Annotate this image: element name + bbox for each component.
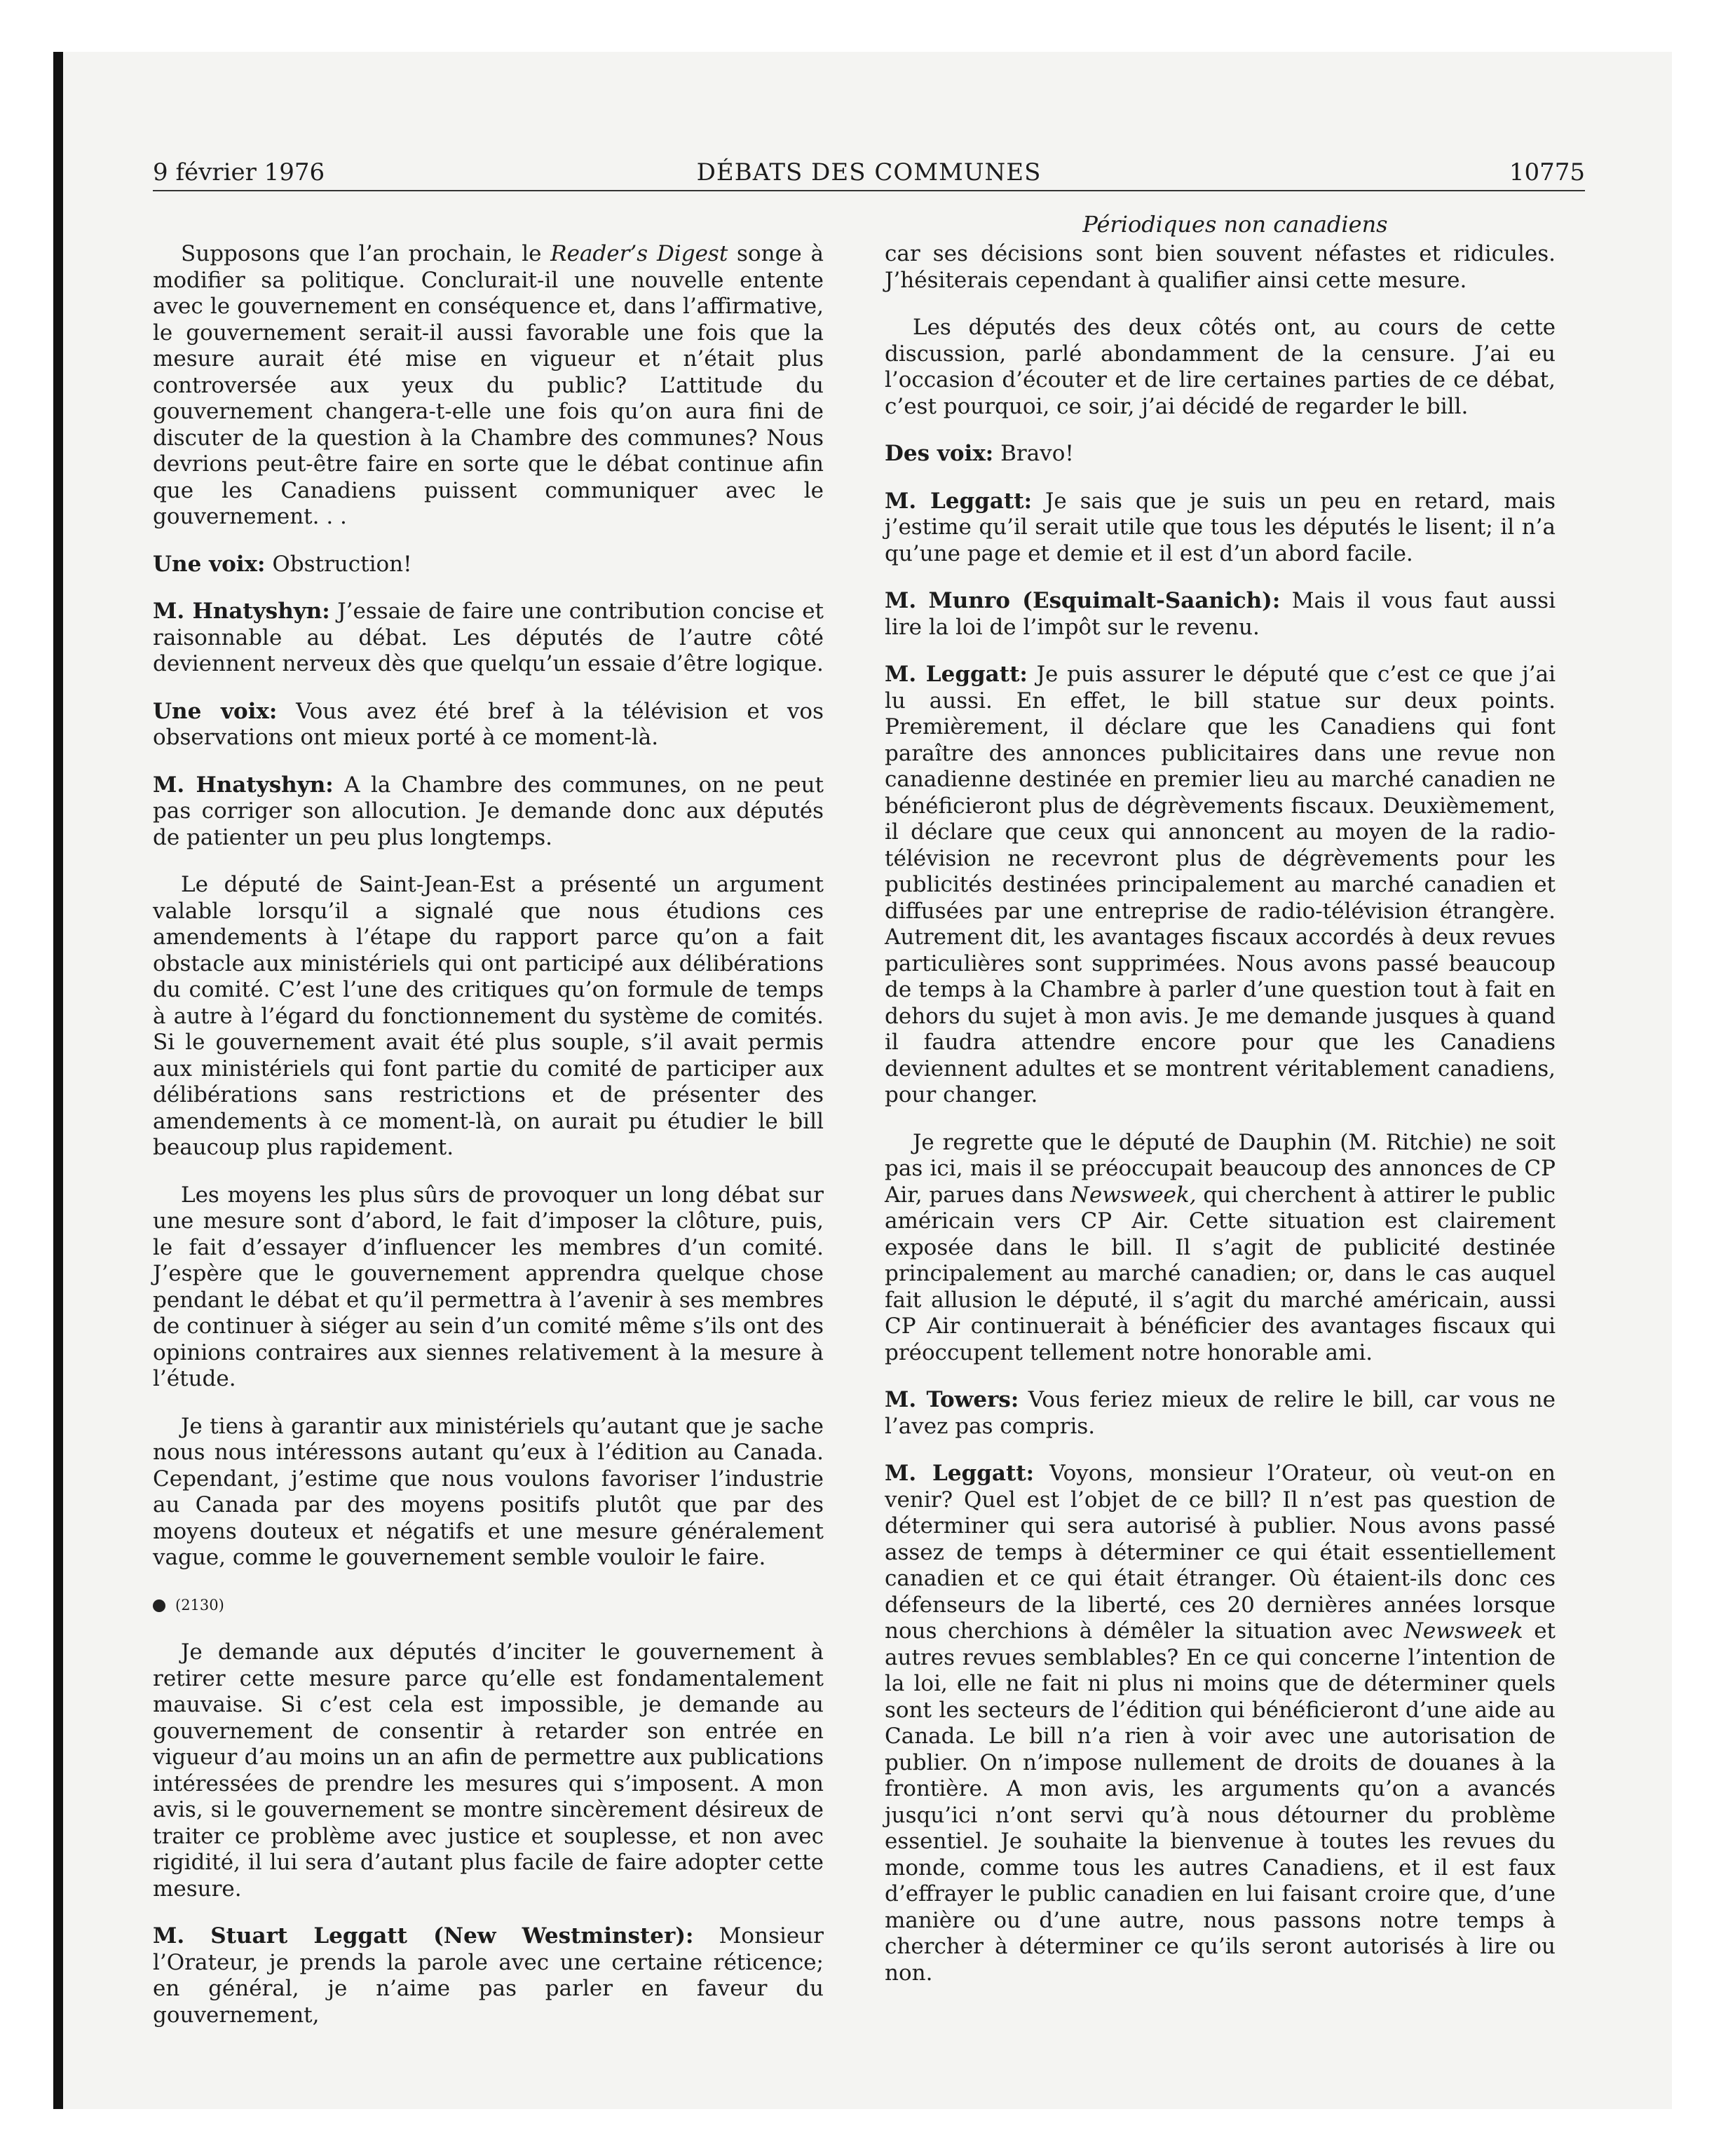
paragraph <box>885 1130 1556 1367</box>
section-title: Périodiques non canadiens <box>1082 211 1388 238</box>
speech <box>153 772 824 852</box>
speaker-name: M. Hnatyshyn: <box>153 599 330 624</box>
bullet-dot-icon <box>153 1599 165 1612</box>
speech <box>885 441 1556 468</box>
header-date: 9 février 1976 <box>153 158 325 186</box>
publication-title: Newsweek <box>1403 1618 1523 1644</box>
scan-edge <box>53 52 63 2109</box>
speech-text: J’essaie de faire une contribution concise et raisonnable au débat. Les députés de l’autre côté deviennent nerveux dès que quelqu’un essaie d’être logique. <box>153 599 824 676</box>
speaker-name: M. Munro (Esquimalt-Saanich): <box>885 588 1281 613</box>
speech <box>153 699 824 751</box>
speech <box>885 1387 1556 1440</box>
speech <box>885 489 1556 568</box>
speech-text: Obstruction! <box>265 551 412 577</box>
time-marker <box>153 1592 824 1619</box>
speech-text: et autres revues semblables? En ce qui concerne l’intention de la loi, elle ne fait ni plus ni moins que de déterminer quels sont les secteurs de l’édition qui bénéficieront d’une aide au Canada. Le bill n’a rien à voir avec une autorisation de publier. On n’impose nullement de droits de douanes à la frontière. A mon avis, les arguments qu’on a avancés jusqu’ici n’ont servi qu’à nous détourner du problème essentiel. Je souhaite la bienvenue à toutes les revues du monde, comme tous les autres Canadiens, et il est faux d’effrayer le public canadien en lui faisant croire que, d’une manière ou d’une autre, nous passons notre temps à chercher à déterminer ce qu’ils seront autorisés à lire ou non. <box>885 1618 1556 1986</box>
paragraph: car ses décisions sont bien souvent néfastes et ridicules. J’hésiterais cependant à qualifier ainsi cette mesure. <box>885 241 1556 293</box>
left-column <box>153 241 824 2049</box>
speaker-name: Une voix: <box>153 551 266 577</box>
paragraph <box>153 241 824 531</box>
speaker-name: M. Leggatt: <box>885 662 1028 687</box>
speaker-name: M. Stuart Leggatt (New Westminster): <box>153 1923 694 1949</box>
speech <box>153 552 824 578</box>
speech <box>885 662 1556 1109</box>
paragraph-text: songe à modifier sa politique. Conclurait-il une nouvelle entente avec le gouvernement en conséquence et, dans l’affirmative, le gouvernement serait-il aussi favorable une fois que la mesure aurait été mise en vigueur et n’était plus controversée aux yeux du public? L’attitude du gouvernement changera-t-elle une fois qu’on aura fini de discuter de la question à la Chambre des communes? Nous devrions peut-être faire en sorte que le débat continue afin que les Canadiens puissent communiquer avec le gouvernement. . . <box>153 241 824 529</box>
speech-text: Je sais que je suis un peu en retard, mais j’estime qu’il serait utile que tous les députés le lisent; il n’a qu’une page et demie et il est d’un abord facile. <box>885 488 1556 566</box>
speech-text: Vous avez été bref à la télévision et vos observations ont mieux porté à ce moment-là. <box>153 698 824 750</box>
page-number: 10775 <box>1509 158 1585 186</box>
paragraph: Les députés des deux côtés ont, au cours de cette discussion, parlé abondamment de la censure. J’ai eu l’occasion d’écouter et de lire certaines parties de ce débat, c’est pourquoi, ce soir, j’ai décidé de regarder le bill. <box>885 315 1556 419</box>
speech-text: Mais il vous faut aussi lire la loi de l’impôt sur le revenu. <box>885 588 1556 640</box>
page-header <box>153 156 1585 189</box>
publication-title: Newsweek, <box>1070 1182 1197 1208</box>
paragraph: Je demande aux députés d’inciter le gouvernement à retirer cette mesure parce qu’elle est fondamentalement mauvaise. Si c’est cela est impossible, je demande au gouvernement de consentir à retarder son entrée en vigueur d’au moins un an afin de permettre aux publications intéressées de prendre les mesures qui s’imposent. A mon avis, si le gouvernement se montre sincèrement désireux de traiter ce problème avec justice et souplesse, et non avec rigidité, il lui sera d’autant plus facile de faire adopter cette mesure. <box>153 1639 824 1902</box>
paragraph: Le député de Saint-Jean-Est a présenté un argument valable lorsqu’il a signalé que nous étudions ces amendements à l’étape du rapport parce qu’on a fait obstacle aux ministériels qui ont participé aux délibérations du comité. C’est l’une des critiques qu’on formule de temps à autre à l’égard du fonctionnement du système de comités. Si le gouvernement avait été plus souple, s’il avait permis aux ministériels qui font partie du comité de participer aux délibérations sans restrictions et de présenter des amendements à ce moment-là, on aurait pu étudier le bill beaucoup plus rapidement. <box>153 872 824 1160</box>
speech <box>885 588 1556 641</box>
speech <box>885 1461 1556 1986</box>
speech-text: Voyons, monsieur l’Orateur, où veut-on en venir? Quel est l’objet de ce bill? Il n’est pas question de déterminer qui sera autorisé à publier. Nous avons passé assez de temps à déterminer ce qui était essentiellement canadien et ce qui était étranger. Où étaient-ils donc ces défenseurs de la liberté, ces 20 dernières années lorsque nous cherchions à démêler la situation avec <box>885 1461 1556 1644</box>
speaker-name: Une voix: <box>153 698 278 724</box>
header-title: DÉBATS DES COMMUNES <box>696 158 1042 186</box>
paragraph: Je tiens à garantir aux ministériels qu’autant que je sache nous nous intéressons autant qu’eux à l’édition au Canada. Cependant, j’estime que nous voulons favoriser l’industrie au Canada par des moyens positifs plutôt que par des moyens douteux et négatifs et une mesure généralement vague, comme le gouvernement semble vouloir le faire. <box>153 1413 824 1570</box>
header-rule <box>153 190 1585 191</box>
speech-text: Bravo! <box>993 441 1074 466</box>
speaker-name: M. Towers: <box>885 1387 1019 1412</box>
paragraph-text: Je regrette que le député de Dauphin (M. Ritchie) ne soit pas ici, mais il se préoccupait beaucoup des annonces de CP Air, parues dans <box>885 1129 1556 1208</box>
speaker-name: Des voix: <box>885 441 994 466</box>
speech <box>153 599 824 678</box>
publication-title: Reader’s Digest <box>550 241 728 266</box>
paragraph: Les moyens les plus sûrs de provoquer un long débat sur une mesure sont d’abord, le fait d’imposer la clôture, puis, le fait d’essayer d’influencer les membres d’un comité. J’espère que le gouvernement apprendra quelque chose pendant le débat et qu’il permettra à l’avenir à ses membres de continuer à siéger au sein d’un comité même s’ils ont des opinions contraires aux siennes relativement à la mesure à l’étude. <box>153 1182 824 1391</box>
speech-text: Monsieur l’Orateur, je prends la parole avec une certaine réticence; en général, je n’aime pas parler en faveur du gouvernement, <box>153 1923 824 2028</box>
speaker-name: M. Hnatyshyn: <box>153 772 334 798</box>
speech-text: A la Chambre des communes, on ne peut pas corriger son allocution. Je demande donc aux députés de patienter un peu plus longtemps. <box>153 772 824 850</box>
right-column <box>885 241 1556 2007</box>
speaker-name: M. Leggatt: <box>885 488 1033 514</box>
paragraph-text: Supposons que l’an prochain, le <box>181 241 551 266</box>
speech-text: Vous feriez mieux de relire le bill, car vous ne l’avez pas compris. <box>885 1387 1556 1439</box>
speech-text: Je puis assurer le député que c’est ce que j’ai lu aussi. En effet, le bill statue sur deux points. Premièrement, il déclare que les Canadiens qui font paraître des annonces publicitaires dans une revue non canadienne destinée en premier lieu au marché canadien ne bénéficieront plus de dégrèvements fiscaux. Deuxièmement, il déclare que ceux qui annoncent au moyen de la radio-télévision ne recevront plus de dégrèvements pour les publicités destinées principalement au marché canadien et diffusées par une entreprise de radio-télévision étrangère. Autrement dit, les avantages fiscaux accordés à deux revues particulières sont supprimées. Nous avons passé beaucoup de temps à la Chambre à parler d’une question tout à fait en dehors du sujet à mon avis. Je me demande jusques à quand il faudra attendre encore pour que les Canadiens deviennent adultes et se montrent véritablement canadiens, pour changer. <box>885 662 1556 1107</box>
speech <box>153 1923 824 2028</box>
speaker-name: M. Leggatt: <box>885 1461 1035 1486</box>
paragraph-text: qui cherchent à attirer le public américain vers CP Air. Cette situation est clairement exposée dans le bill. Il s’agit de publicité destinée principalement au marché canadien; or, dans le cas auquel fait allusion le député, il s’agit du marché américain, aussi CP Air continuerait à bénéficier des avantages fiscaux qui préoccupent tellement notre honorable ami. <box>885 1182 1556 1365</box>
time-stamp: (2130) <box>175 1596 224 1613</box>
